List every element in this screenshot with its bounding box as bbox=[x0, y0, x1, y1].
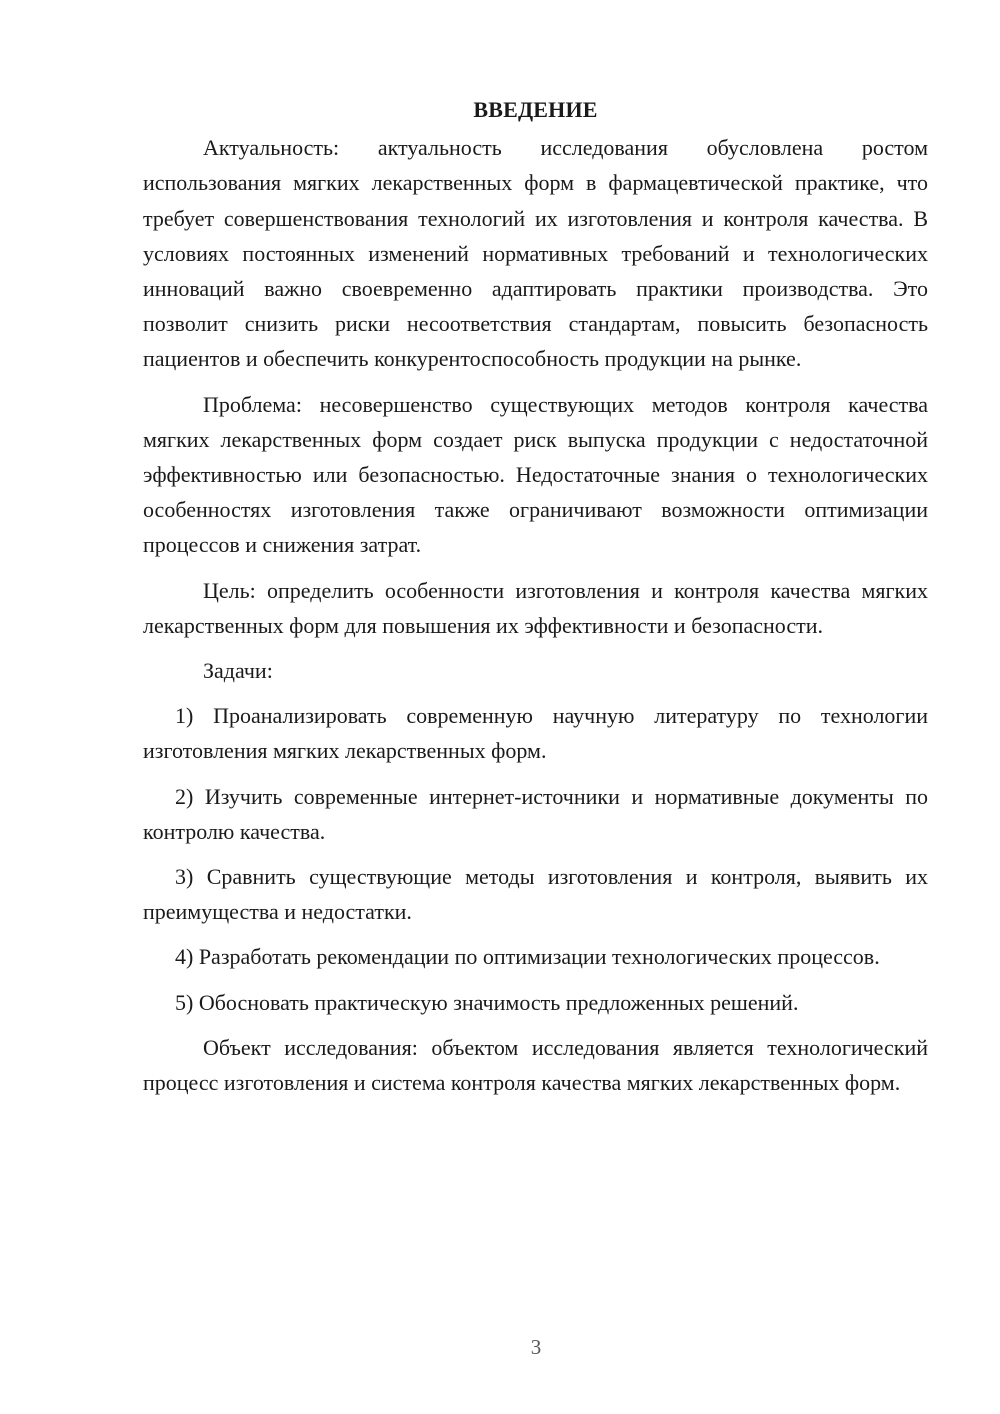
paragraph-relevance: Актуальность: актуальность исследования обусловлена ростом использования мягких лекарственных форм в фармацевтической практике, что требует совершенствования технологий их изготовления и контроля качества. В условиях постоянных изменений нормативных требований и технологических инноваций важно своевременно адаптировать практики производства. Это позволит снизить риски несоответствия стандартам, повысить безопасность пациентов и обеспечить конкурентоспособность продукции на рынке. bbox=[143, 135, 928, 372]
paragraph-goal: Цель: определить особенности изготовления и контроля качества мягких лекарственных форм для повышения их эффективности и безопасности. bbox=[143, 577, 928, 638]
section-title: ВВЕДЕНИЕ bbox=[473, 97, 598, 122]
task-item-5: 5) Обосновать практическую значимость предложенных решений. bbox=[175, 989, 799, 1015]
tasks-heading: Задачи: bbox=[203, 658, 273, 684]
page-content bbox=[143, 92, 928, 1110]
task-item-2: 2) Изучить современные интернет-источники и нормативные документы по контролю качества. bbox=[143, 783, 928, 844]
page-number: 3 bbox=[530, 1335, 542, 1359]
task-item-3: 3) Сравнить существующие методы изготовления и контроля, выявить их преимущества и недостатки. bbox=[143, 864, 928, 925]
paragraph-problem: Проблема: несовершенство существующих методов контроля качества мягких лекарственных форм создает риск выпуска продукции с недостаточной эффективностью или безопасностью. Недостаточные знания о технологических особенностях изготовления также ограничивают возможности оптимизации процессов и снижения затрат. bbox=[143, 391, 928, 558]
task-item-4: 4) Разработать рекомендации по оптимизации технологических процессов. bbox=[175, 944, 880, 970]
task-item-1: 1) Проанализировать современную научную литературу по технологии изготовления мягких лекарственных форм. bbox=[143, 703, 928, 764]
paragraph-object: Объект исследования: объектом исследования является технологический процесс изготовления и система контроля качества мягких лекарственных форм. bbox=[143, 1034, 928, 1096]
